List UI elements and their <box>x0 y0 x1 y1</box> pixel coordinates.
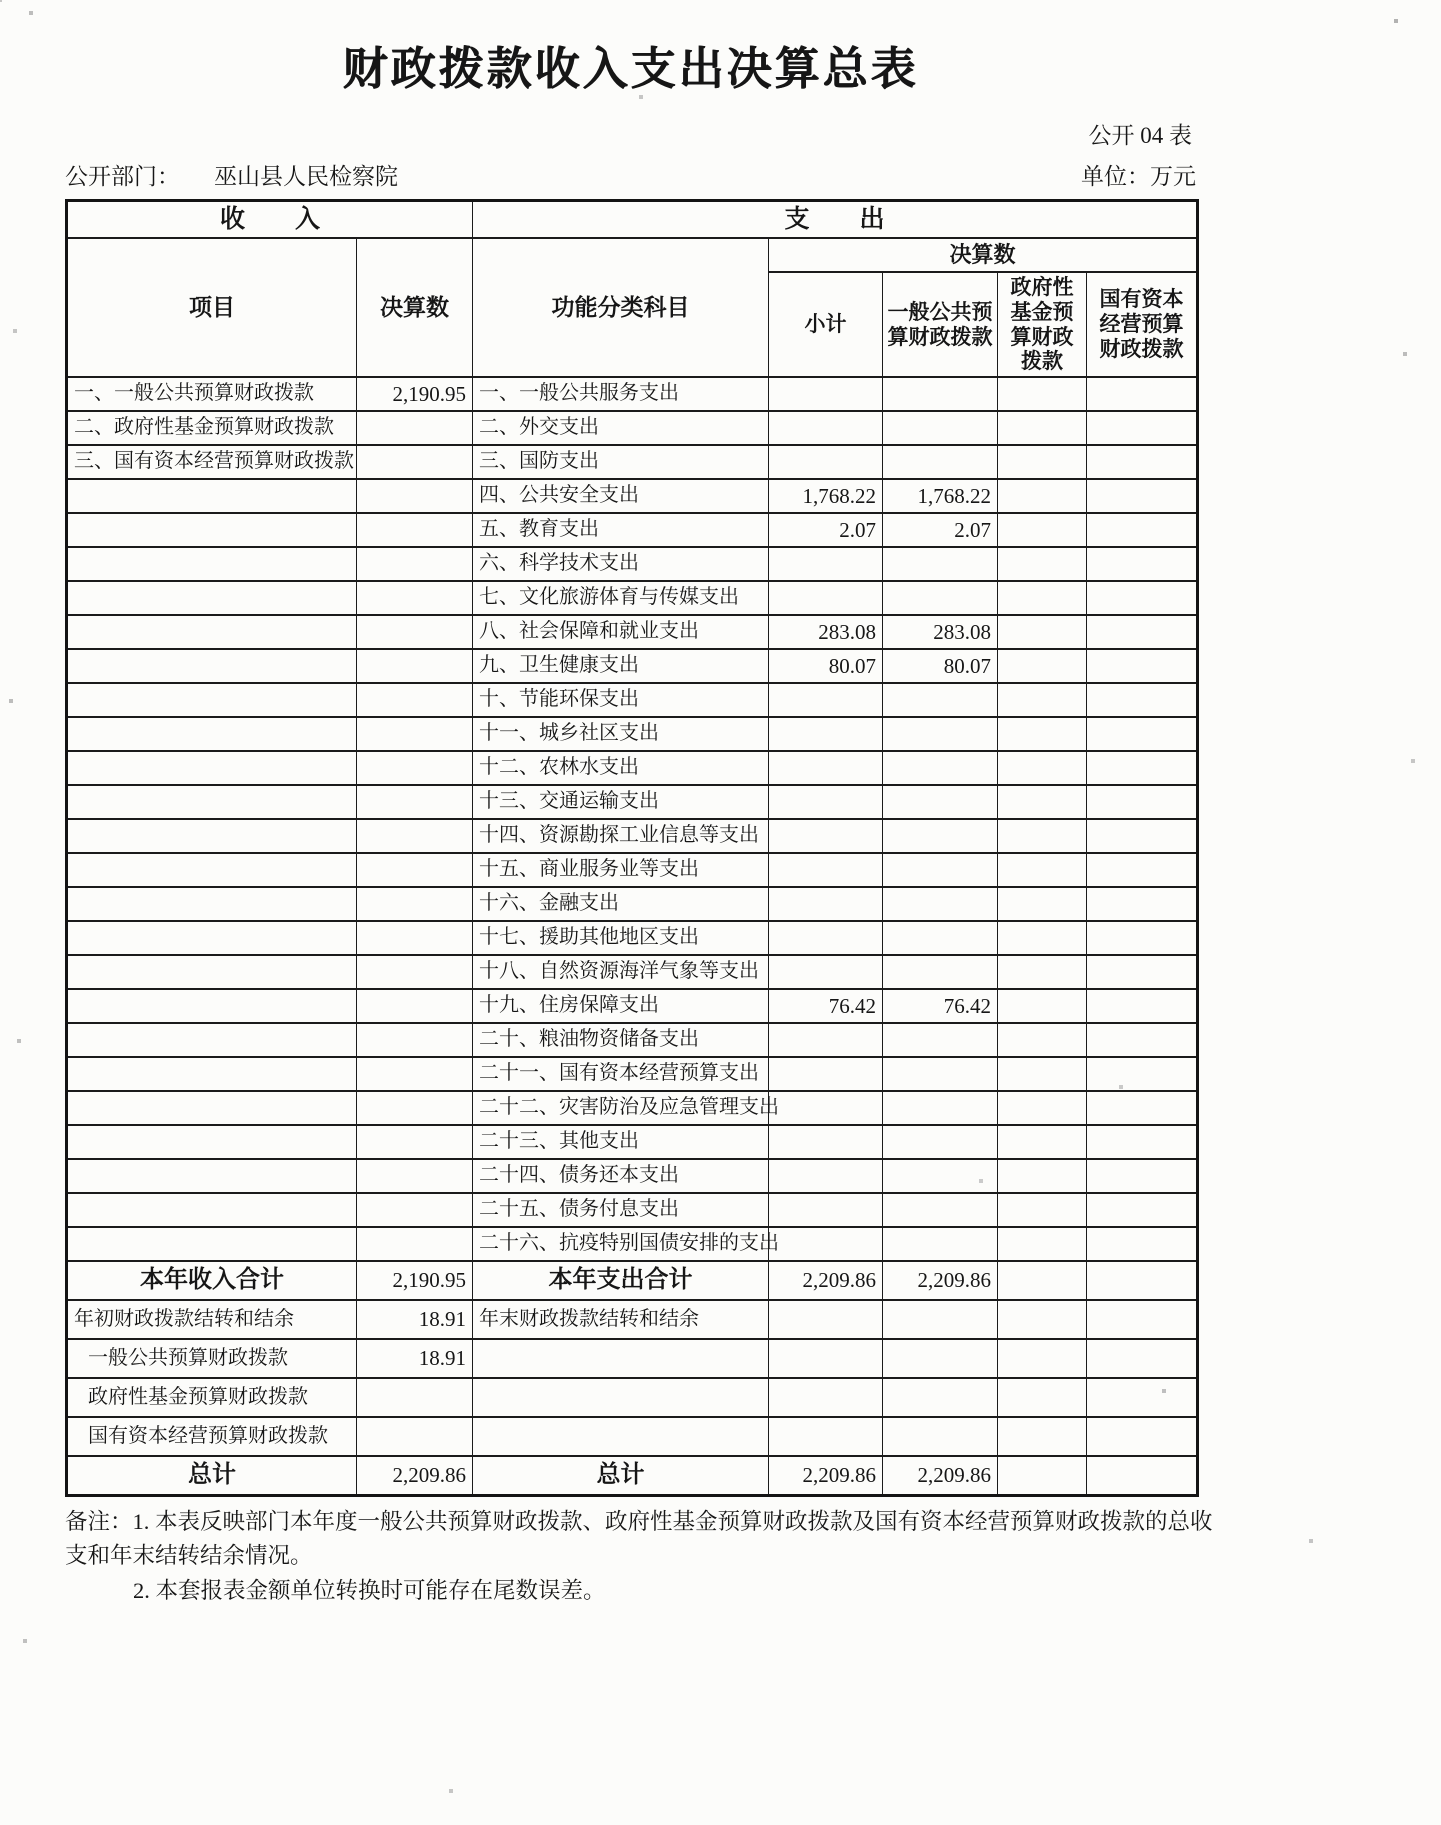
income-value-cell <box>357 1378 473 1417</box>
income-value-cell <box>357 887 473 921</box>
footnote-1: 备注：1. 本表反映部门本年度一般公共预算财政拨款、政府性基金预算财政拨款及国有资本经营预算财政拨款的总收支和年末结转结余情况。 <box>65 1508 1213 1569</box>
subtotal-cell <box>769 921 883 955</box>
state-capital-cell <box>1087 887 1198 921</box>
income-item-cell <box>67 479 357 513</box>
table-row <box>67 513 1198 547</box>
subtotal-cell: 76.42 <box>769 989 883 1023</box>
income-item-header: 项目 <box>67 238 357 377</box>
subtotal-cell <box>769 377 883 411</box>
general-budget-cell: 283.08 <box>883 615 998 649</box>
gov-fund-cell <box>998 649 1087 683</box>
income-value-cell: 18.91 <box>357 1300 473 1339</box>
final-accounts-table <box>65 199 1199 1497</box>
gov-fund-cell <box>998 785 1087 819</box>
income-value-cell <box>357 479 473 513</box>
general-budget-cell <box>883 853 998 887</box>
income-item-cell <box>67 1227 357 1261</box>
state-capital-cell <box>1087 921 1198 955</box>
expense-item-cell: 二十三、其他支出 <box>473 1125 769 1159</box>
subtotal-cell: 283.08 <box>769 615 883 649</box>
page-content <box>65 0 1213 1609</box>
expense-item-cell: 一、一般公共服务支出 <box>473 377 769 411</box>
expense-item-cell: 九、卫生健康支出 <box>473 649 769 683</box>
expense-item-cell: 十三、交通运输支出 <box>473 785 769 819</box>
subtotal-cell <box>769 1378 883 1417</box>
income-item-cell <box>67 683 357 717</box>
income-item-cell: 国有资本经营预算财政拨款 <box>67 1417 357 1456</box>
subtotal-cell <box>769 1023 883 1057</box>
general-budget-cell: 80.07 <box>883 649 998 683</box>
general-budget-cell <box>883 1378 998 1417</box>
subtotal-cell <box>769 1125 883 1159</box>
subtotal-cell <box>769 547 883 581</box>
income-value-cell <box>357 581 473 615</box>
state-capital-cell <box>1087 411 1198 445</box>
income-value-cell <box>357 989 473 1023</box>
expense-item-cell: 二十四、债务还本支出 <box>473 1159 769 1193</box>
gov-fund-cell <box>998 1339 1087 1378</box>
gov-fund-cell <box>998 377 1087 411</box>
income-item-cell <box>67 649 357 683</box>
income-item-cell <box>67 1159 357 1193</box>
income-item-cell <box>67 615 357 649</box>
income-value-cell: 2,209.86 <box>357 1456 473 1495</box>
income-value-cell: 18.91 <box>357 1339 473 1378</box>
expense-item-cell: 二十一、国有资本经营预算支出 <box>473 1057 769 1091</box>
income-item-cell <box>67 1023 357 1057</box>
table-row <box>67 1261 1198 1300</box>
table-row <box>67 955 1198 989</box>
gov-fund-cell <box>998 1378 1087 1417</box>
table-row <box>67 785 1198 819</box>
income-value-cell <box>357 615 473 649</box>
gov-fund-cell <box>998 547 1087 581</box>
income-item-cell <box>67 581 357 615</box>
general-budget-cell <box>883 1300 998 1339</box>
subtotal-cell <box>769 1339 883 1378</box>
expense-item-cell: 本年支出合计 <box>473 1261 769 1300</box>
general-budget-cell <box>883 377 998 411</box>
income-item-cell <box>67 955 357 989</box>
table-row <box>67 1091 1198 1125</box>
expense-item-cell: 十七、援助其他地区支出 <box>473 921 769 955</box>
table-row <box>67 887 1198 921</box>
expense-item-cell <box>473 1339 769 1378</box>
table-row <box>67 1339 1198 1378</box>
table-row <box>67 411 1198 445</box>
gov-fund-cell <box>998 1300 1087 1339</box>
footnote-2: 2. 本套报表金额单位转换时可能存在尾数误差。 <box>133 1578 606 1604</box>
expense-amount-header: 决算数 <box>769 238 1198 272</box>
expense-item-cell: 十四、资源勘探工业信息等支出 <box>473 819 769 853</box>
general-budget-cell: 2,209.86 <box>883 1261 998 1300</box>
table-header <box>67 201 1198 378</box>
gov-fund-cell <box>998 717 1087 751</box>
state-capital-cell <box>1087 377 1198 411</box>
state-capital-cell <box>1087 1091 1198 1125</box>
subtotal-cell <box>769 887 883 921</box>
income-value-cell <box>357 1125 473 1159</box>
table-row <box>67 615 1198 649</box>
income-value-cell <box>357 955 473 989</box>
gov-fund-cell <box>998 411 1087 445</box>
expense-item-cell: 二十五、债务付息支出 <box>473 1193 769 1227</box>
general-budget-cell <box>883 955 998 989</box>
expense-item-cell: 十一、城乡社区支出 <box>473 717 769 751</box>
income-value-cell <box>357 785 473 819</box>
state-capital-cell <box>1087 479 1198 513</box>
state-capital-cell <box>1087 785 1198 819</box>
expense-item-cell: 十九、住房保障支出 <box>473 989 769 1023</box>
general-budget-cell <box>883 1417 998 1456</box>
income-item-cell: 二、政府性基金预算财政拨款 <box>67 411 357 445</box>
table-row <box>67 1300 1198 1339</box>
table-summary <box>67 1261 1198 1495</box>
income-section-header: 收 入 <box>67 201 473 239</box>
gov-fund-cell <box>998 1159 1087 1193</box>
state-capital-cell <box>1087 1023 1198 1057</box>
subtotal-cell <box>769 1227 883 1261</box>
expense-section-header: 支 出 <box>473 201 1198 239</box>
subtotal-cell <box>769 819 883 853</box>
department-label: 公开部门： <box>65 164 180 189</box>
income-value-cell <box>357 751 473 785</box>
gov-fund-cell <box>998 887 1087 921</box>
gov-fund-cell <box>998 615 1087 649</box>
state-capital-cell <box>1087 445 1198 479</box>
income-item-cell: 三、国有资本经营预算财政拨款 <box>67 445 357 479</box>
subtotal-cell <box>769 1417 883 1456</box>
gov-fund-cell <box>998 683 1087 717</box>
meta-line <box>65 158 1196 191</box>
income-item-cell <box>67 1091 357 1125</box>
gov-fund-cell <box>998 513 1087 547</box>
state-capital-cell <box>1087 1193 1198 1227</box>
table-row <box>67 717 1198 751</box>
state-capital-cell <box>1087 1227 1198 1261</box>
expense-item-cell: 十二、农林水支出 <box>473 751 769 785</box>
table-row <box>67 1159 1198 1193</box>
income-item-cell: 一、一般公共预算财政拨款 <box>67 377 357 411</box>
sheet-number: 公开 04 表 <box>1088 123 1192 148</box>
general-budget-cell <box>883 819 998 853</box>
income-value-cell <box>357 649 473 683</box>
table-row <box>67 819 1198 853</box>
general-budget-cell <box>883 887 998 921</box>
gov-fund-cell <box>998 751 1087 785</box>
general-budget-cell <box>883 1057 998 1091</box>
state-capital-cell <box>1087 819 1198 853</box>
expense-item-cell: 十、节能环保支出 <box>473 683 769 717</box>
general-budget-cell <box>883 1227 998 1261</box>
department <box>65 158 398 191</box>
income-value-cell <box>357 819 473 853</box>
gov-fund-header: 政府性基金预算财政拨款 <box>998 272 1087 377</box>
table-row <box>67 1023 1198 1057</box>
subtotal-cell <box>769 445 883 479</box>
expense-item-cell: 二十、粮油物资储备支出 <box>473 1023 769 1057</box>
gov-fund-cell <box>998 1091 1087 1125</box>
expense-subject-header: 功能分类科目 <box>473 238 769 377</box>
table-body <box>67 377 1198 1261</box>
subtotal-cell <box>769 1159 883 1193</box>
gov-fund-cell <box>998 819 1087 853</box>
expense-item-cell: 十五、商业服务业等支出 <box>473 853 769 887</box>
income-item-cell <box>67 717 357 751</box>
gov-fund-cell <box>998 581 1087 615</box>
general-budget-cell <box>883 581 998 615</box>
gov-fund-cell <box>998 445 1087 479</box>
table-row <box>67 1193 1198 1227</box>
expense-item-cell: 二十六、抗疫特别国债安排的支出 <box>473 1227 769 1261</box>
income-item-cell <box>67 989 357 1023</box>
expense-item-cell: 三、国防支出 <box>473 445 769 479</box>
subtotal-cell <box>769 1300 883 1339</box>
table-row <box>67 1456 1198 1495</box>
gov-fund-cell <box>998 1456 1087 1495</box>
income-value-cell <box>357 1193 473 1227</box>
income-value-cell <box>357 445 473 479</box>
gov-fund-cell <box>998 1023 1087 1057</box>
income-value-cell <box>357 1091 473 1125</box>
general-budget-cell <box>883 445 998 479</box>
income-item-cell <box>67 887 357 921</box>
income-value-cell <box>357 1159 473 1193</box>
gov-fund-cell <box>998 853 1087 887</box>
expense-item-cell: 十六、金融支出 <box>473 887 769 921</box>
subtotal-cell <box>769 717 883 751</box>
state-capital-cell <box>1087 1456 1198 1495</box>
state-capital-cell <box>1087 853 1198 887</box>
income-value-cell <box>357 547 473 581</box>
gov-fund-cell <box>998 989 1087 1023</box>
income-value-cell: 2,190.95 <box>357 377 473 411</box>
state-capital-cell <box>1087 513 1198 547</box>
table-row <box>67 751 1198 785</box>
state-capital-cell <box>1087 581 1198 615</box>
table-row <box>67 1378 1198 1417</box>
section-header-row <box>67 201 1198 239</box>
gov-fund-cell <box>998 1261 1087 1300</box>
state-capital-cell <box>1087 683 1198 717</box>
general-budget-cell: 76.42 <box>883 989 998 1023</box>
table-row <box>67 581 1198 615</box>
subtotal-cell <box>769 1091 883 1125</box>
income-item-cell: 一般公共预算财政拨款 <box>67 1339 357 1378</box>
income-value-cell <box>357 1023 473 1057</box>
expense-item-cell: 八、社会保障和就业支出 <box>473 615 769 649</box>
state-capital-cell <box>1087 1159 1198 1193</box>
table-row <box>67 445 1198 479</box>
expense-item-cell: 年末财政拨款结转和结余 <box>473 1300 769 1339</box>
income-item-cell: 政府性基金预算财政拨款 <box>67 1378 357 1417</box>
general-budget-cell <box>883 683 998 717</box>
income-item-cell <box>67 1125 357 1159</box>
income-item-cell <box>67 1057 357 1091</box>
subtotal-cell: 2,209.86 <box>769 1456 883 1495</box>
general-budget-cell: 1,768.22 <box>883 479 998 513</box>
subtotal-cell: 1,768.22 <box>769 479 883 513</box>
amount-strip-row <box>67 238 1198 272</box>
table-row <box>67 1125 1198 1159</box>
income-value-cell <box>357 1227 473 1261</box>
subtotal-cell <box>769 1193 883 1227</box>
expense-item-cell: 六、科学技术支出 <box>473 547 769 581</box>
table-row <box>67 1417 1198 1456</box>
income-value-cell: 2,190.95 <box>357 1261 473 1300</box>
income-item-cell <box>67 921 357 955</box>
general-budget-cell <box>883 1339 998 1378</box>
general-budget-cell <box>883 717 998 751</box>
subtotal-header: 小计 <box>769 272 883 377</box>
income-value-cell <box>357 853 473 887</box>
income-item-cell <box>67 513 357 547</box>
gov-fund-cell <box>998 479 1087 513</box>
state-capital-cell <box>1087 649 1198 683</box>
table-row <box>67 547 1198 581</box>
general-budget-header: 一般公共预算财政拨款 <box>883 272 998 377</box>
subtotal-cell: 2,209.86 <box>769 1261 883 1300</box>
income-item-cell <box>67 547 357 581</box>
gov-fund-cell <box>998 1057 1087 1091</box>
state-capital-cell <box>1087 1378 1198 1417</box>
state-capital-cell <box>1087 1057 1198 1091</box>
state-capital-cell <box>1087 1417 1198 1456</box>
expense-item-cell: 七、文化旅游体育与传媒支出 <box>473 581 769 615</box>
expense-item-cell: 二十二、灾害防治及应急管理支出 <box>473 1091 769 1125</box>
state-capital-cell <box>1087 989 1198 1023</box>
subtotal-cell <box>769 411 883 445</box>
state-capital-cell <box>1087 547 1198 581</box>
table-row <box>67 479 1198 513</box>
subtotal-cell <box>769 1057 883 1091</box>
scan-noise <box>0 0 2 2</box>
general-budget-cell <box>883 411 998 445</box>
income-item-cell <box>67 819 357 853</box>
general-budget-cell <box>883 1091 998 1125</box>
state-capital-cell <box>1087 717 1198 751</box>
gov-fund-cell <box>998 921 1087 955</box>
general-budget-cell <box>883 547 998 581</box>
general-budget-cell: 2.07 <box>883 513 998 547</box>
state-capital-cell <box>1087 1300 1198 1339</box>
table-row <box>67 683 1198 717</box>
subtotal-cell <box>769 955 883 989</box>
subtotal-cell <box>769 785 883 819</box>
general-budget-cell <box>883 785 998 819</box>
state-capital-cell <box>1087 1339 1198 1378</box>
expense-item-cell: 二、外交支出 <box>473 411 769 445</box>
state-capital-cell <box>1087 1261 1198 1300</box>
subtotal-cell <box>769 581 883 615</box>
expense-item-cell <box>473 1378 769 1417</box>
department-name: 巫山县人民检察院 <box>214 164 398 189</box>
income-value-cell <box>357 921 473 955</box>
income-value-cell <box>357 717 473 751</box>
state-capital-cell <box>1087 1125 1198 1159</box>
subtotal-cell <box>769 683 883 717</box>
subtotal-cell <box>769 853 883 887</box>
table-row <box>67 1057 1198 1091</box>
general-budget-cell <box>883 1023 998 1057</box>
page-title: 财政拨款收入支出决算总表 <box>342 44 919 94</box>
income-value-cell <box>357 411 473 445</box>
income-item-cell <box>67 785 357 819</box>
income-item-cell <box>67 1193 357 1227</box>
general-budget-cell <box>883 921 998 955</box>
gov-fund-cell <box>998 1125 1087 1159</box>
table-row <box>67 649 1198 683</box>
table-row <box>67 1227 1198 1261</box>
income-item-cell: 本年收入合计 <box>67 1261 357 1300</box>
subtotal-cell: 80.07 <box>769 649 883 683</box>
gov-fund-cell <box>998 1417 1087 1456</box>
general-budget-cell <box>883 1159 998 1193</box>
gov-fund-cell <box>998 1227 1087 1261</box>
expense-item-cell: 五、教育支出 <box>473 513 769 547</box>
income-amount-header: 决算数 <box>357 238 473 377</box>
income-item-cell: 年初财政拨款结转和结余 <box>67 1300 357 1339</box>
income-item-cell <box>67 853 357 887</box>
table-row <box>67 377 1198 411</box>
general-budget-cell: 2,209.86 <box>883 1456 998 1495</box>
general-budget-cell <box>883 1193 998 1227</box>
income-value-cell <box>357 683 473 717</box>
general-budget-cell <box>883 1125 998 1159</box>
gov-fund-cell <box>998 1193 1087 1227</box>
table-row <box>67 989 1198 1023</box>
gov-fund-cell <box>998 955 1087 989</box>
subtotal-cell <box>769 751 883 785</box>
income-value-cell <box>357 1417 473 1456</box>
footnotes <box>65 1505 1225 1610</box>
subtotal-cell: 2.07 <box>769 513 883 547</box>
unit-label: 单位：万元 <box>1081 164 1196 189</box>
income-value-cell <box>357 1057 473 1091</box>
table-row <box>67 853 1198 887</box>
income-value-cell <box>357 513 473 547</box>
expense-item-cell: 四、公共安全支出 <box>473 479 769 513</box>
income-item-cell <box>67 751 357 785</box>
state-capital-header: 国有资本经营预算财政拨款 <box>1087 272 1198 377</box>
income-item-cell: 总计 <box>67 1456 357 1495</box>
general-budget-cell <box>883 751 998 785</box>
expense-item-cell: 十八、自然资源海洋气象等支出 <box>473 955 769 989</box>
state-capital-cell <box>1087 615 1198 649</box>
table-row <box>67 921 1198 955</box>
expense-item-cell <box>473 1417 769 1456</box>
state-capital-cell <box>1087 955 1198 989</box>
expense-item-cell: 总计 <box>473 1456 769 1495</box>
state-capital-cell <box>1087 751 1198 785</box>
